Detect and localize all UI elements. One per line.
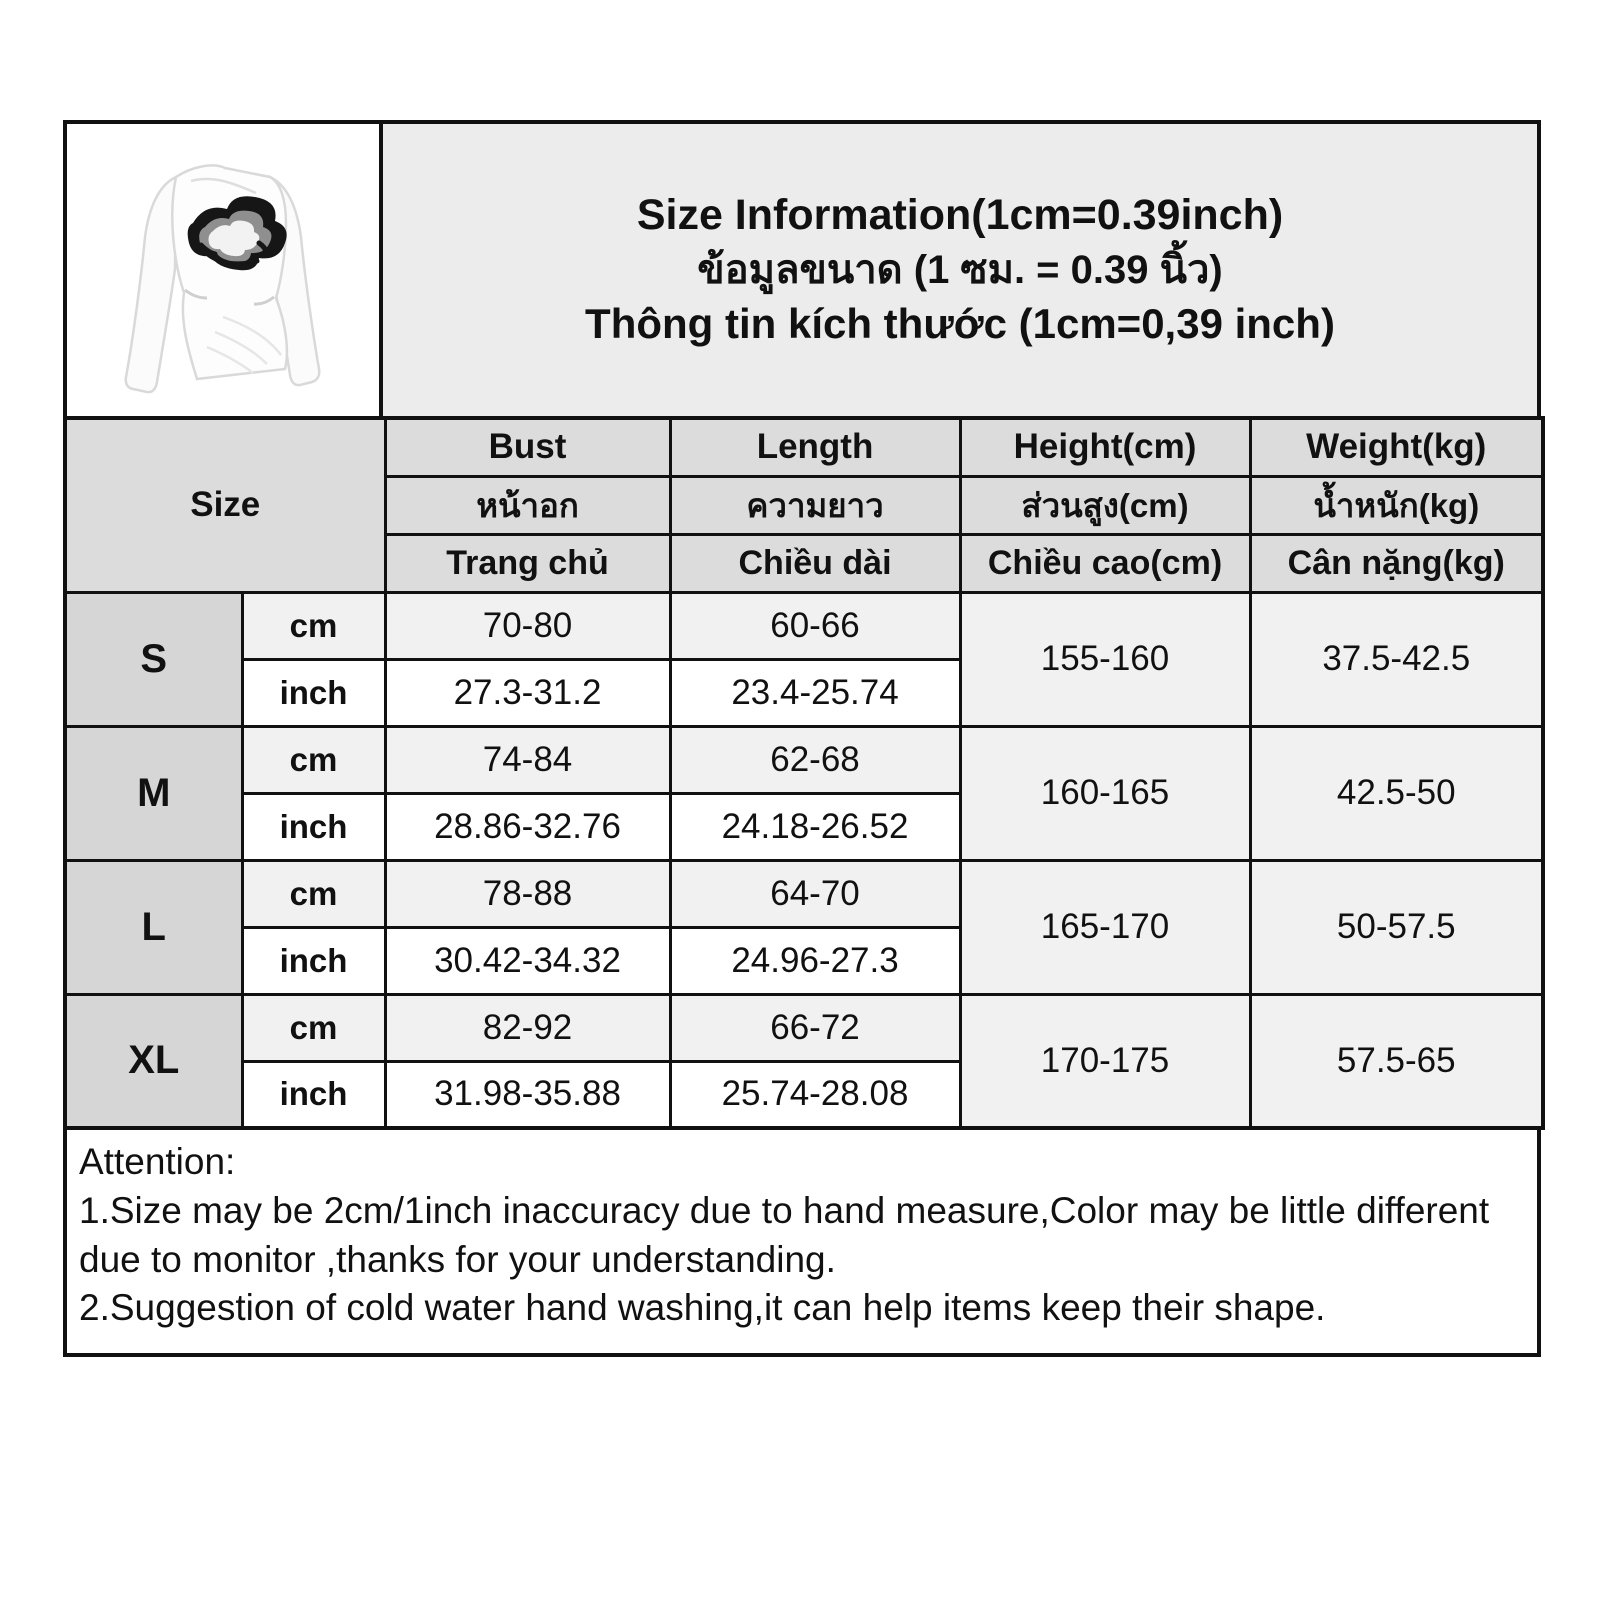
length-value: 24.18-26.52	[670, 793, 960, 860]
size-table	[63, 416, 1545, 1130]
unit-cell-cm: cm	[242, 726, 385, 793]
unit-cell-cm: cm	[242, 994, 385, 1061]
length-header-vi: Chiều dài	[670, 534, 960, 592]
size-cell: XL	[65, 994, 242, 1128]
title-thai: ข้อมูลขนาด (1 ซม. = 0.39 นิ้ว)	[697, 248, 1223, 293]
height-value: 170-175	[960, 994, 1250, 1128]
unit-cell-inch: inch	[242, 793, 385, 860]
bust-value: 82-92	[385, 994, 670, 1061]
height-value: 160-165	[960, 726, 1250, 860]
size-cell: M	[65, 726, 242, 860]
length-value: 24.96-27.3	[670, 927, 960, 994]
table-row-xl-cm	[65, 994, 1543, 1061]
weight-value: 50-57.5	[1250, 860, 1543, 994]
length-value: 23.4-25.74	[670, 659, 960, 726]
bust-header-th: หน้าอก	[385, 476, 670, 534]
unit-cell-inch: inch	[242, 927, 385, 994]
length-value: 25.74-28.08	[670, 1061, 960, 1128]
unit-cell-cm: cm	[242, 860, 385, 927]
size-cell: S	[65, 592, 242, 726]
table-row-s-cm	[65, 592, 1543, 659]
weight-value: 57.5-65	[1250, 994, 1543, 1128]
unit-cell-inch: inch	[242, 659, 385, 726]
length-value: 64-70	[670, 860, 960, 927]
height-value: 165-170	[960, 860, 1250, 994]
length-value: 62-68	[670, 726, 960, 793]
size-header-cell: Size	[65, 418, 385, 592]
product-image	[73, 127, 373, 413]
bust-value: 30.42-34.32	[385, 927, 670, 994]
bust-value: 28.86-32.76	[385, 793, 670, 860]
weight-value: 37.5-42.5	[1250, 592, 1543, 726]
length-value: 66-72	[670, 994, 960, 1061]
weight-header-th: น้ำหนัก(kg)	[1250, 476, 1543, 534]
bust-value: 70-80	[385, 592, 670, 659]
attention-note-1: 1.Size may be 2cm/1inch inaccuracy due to hand measure,Color may be little different due to monitor ,thanks for your understanding.	[79, 1189, 1490, 1280]
title-english: Size Information(1cm=0.39inch)	[636, 191, 1284, 240]
attention-note-2: 2.Suggestion of cold water hand washing,it can help items keep their shape.	[79, 1287, 1326, 1329]
bust-header-vi: Trang chủ	[385, 534, 670, 592]
attention-box	[63, 1126, 1541, 1357]
bust-value: 78-88	[385, 860, 670, 927]
length-header-th: ความยาว	[670, 476, 960, 534]
table-row-l-cm	[65, 860, 1543, 927]
header-row-english	[65, 418, 1543, 476]
table-row-m-cm	[65, 726, 1543, 793]
bust-header-en: Bust	[385, 418, 670, 476]
size-cell: L	[65, 860, 242, 994]
length-value: 60-66	[670, 592, 960, 659]
height-header-vi: Chiều cao(cm)	[960, 534, 1250, 592]
title-box	[379, 120, 1541, 420]
height-header-en: Height(cm)	[960, 418, 1250, 476]
weight-value: 42.5-50	[1250, 726, 1543, 860]
product-image-box	[63, 120, 383, 420]
weight-header-en: Weight(kg)	[1250, 418, 1543, 476]
attention-heading: Attention:	[79, 1141, 236, 1182]
unit-cell-inch: inch	[242, 1061, 385, 1128]
length-header-en: Length	[670, 418, 960, 476]
size-chart-sheet	[63, 120, 1541, 1357]
weight-header-vi: Cân nặng(kg)	[1250, 534, 1543, 592]
bust-value: 74-84	[385, 726, 670, 793]
bust-value: 31.98-35.88	[385, 1061, 670, 1128]
title-vietnamese: Thông tin kích thước (1cm=0,39 inch)	[585, 300, 1335, 348]
height-value: 155-160	[960, 592, 1250, 726]
top-row	[63, 120, 1541, 420]
height-header-th: ส่วนสูง(cm)	[960, 476, 1250, 534]
unit-cell-cm: cm	[242, 592, 385, 659]
bust-value: 27.3-31.2	[385, 659, 670, 726]
